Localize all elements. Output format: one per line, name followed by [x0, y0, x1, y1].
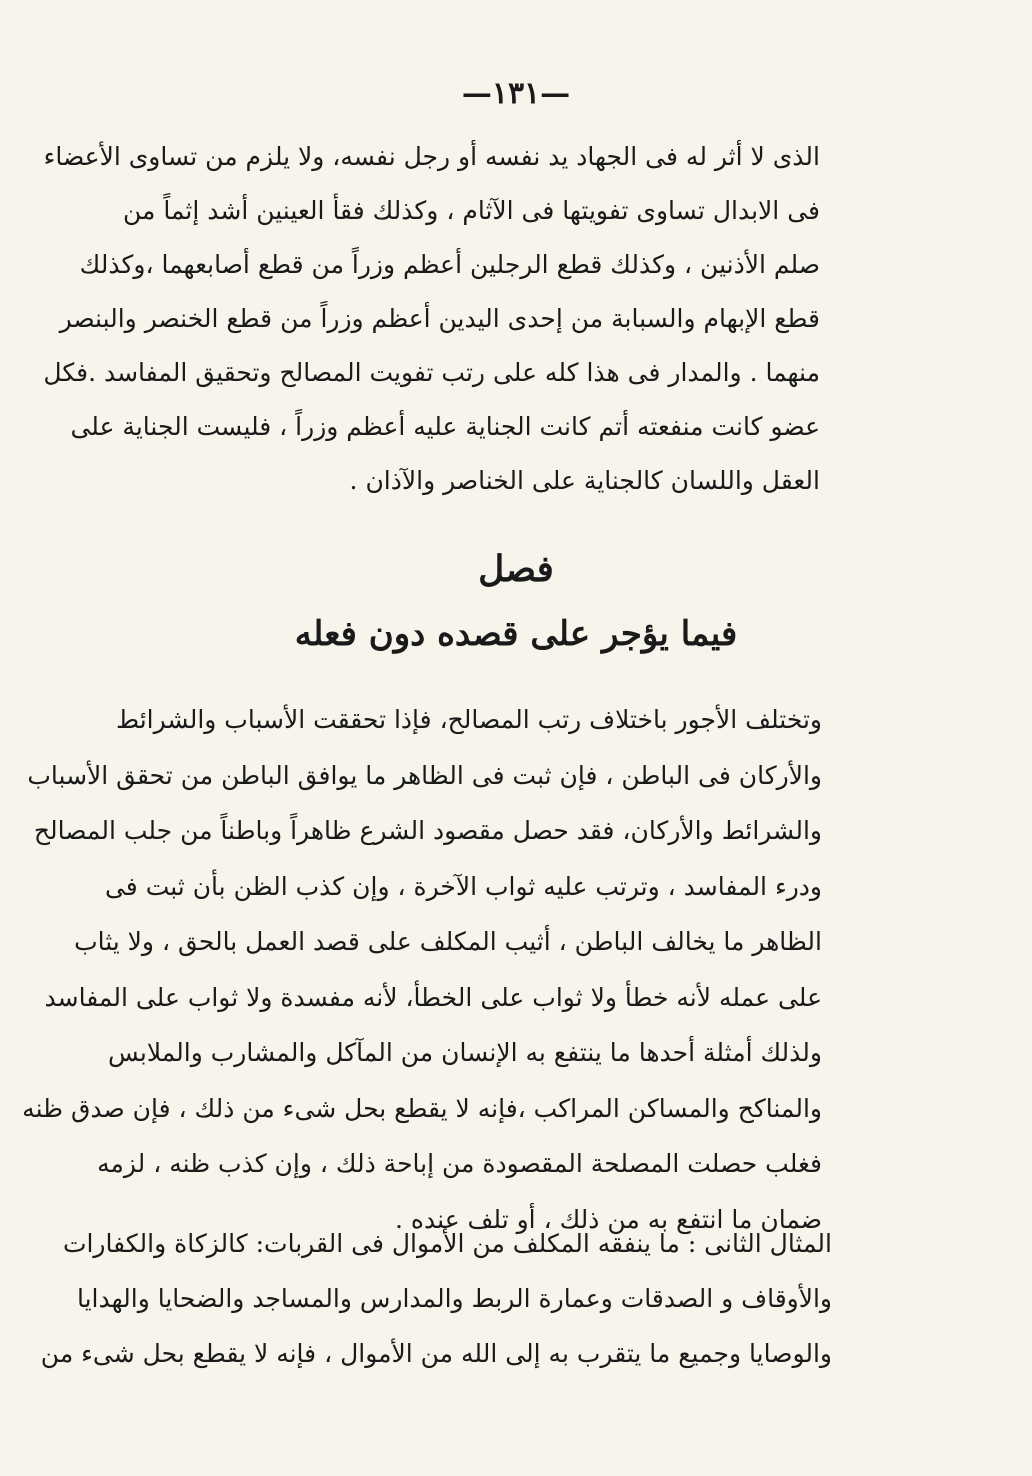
- text-line: ولذلك أمثلة أحدها ما ينتفع به الإنسان من المآكل والمشارب والملابس: [107, 1038, 822, 1067]
- text-line: والأوقاف و الصدقات وعمارة الربط والمدارس والمساجد والضحايا والهدايا: [76, 1284, 832, 1313]
- text-line: الظاهر ما يخالف الباطن ، أثيب المكلف على قصد العمل بالحق ، ولا يثاب: [74, 927, 822, 956]
- text-line: قطع الإبهام والسبابة من إحدى اليدين أعظم وزراً من قطع الخنصر والبنصر: [59, 304, 820, 333]
- text-line: والأركان فى الباطن ، فإن ثبت فى الظاهر ما يوافق الباطن من تحقق الأسباب: [27, 760, 822, 790]
- paragraph-2: [22, 692, 822, 1247]
- text-line: منهما . والمدار فى هذا كله على رتب تفويت المصالح وتحقيق المفاسد .فكل: [43, 358, 820, 387]
- text-line: فغلب حصلت المصلحة المقصودة من إباحة ذلك ، وإن كذب ظنه ، لزمه: [97, 1149, 822, 1178]
- text-line: صلم الأذنين ، وكذلك قطع الرجلين أعظم وزراً من قطع أصابعهما ،وكذلك: [79, 250, 820, 279]
- text-line: وتختلف الأجور باختلاف رتب المصالح، فإذا تحققت الأسباب والشرائط: [115, 705, 822, 734]
- page-number: —١٣١—: [461, 76, 571, 111]
- paragraph-1: [43, 130, 820, 508]
- text-line: ودرء المفاسد ، وترتب عليه ثواب الآخرة ، وإن كذب الظن بأن ثبت فى: [104, 871, 822, 901]
- text-line: والمناكح والمساكن المراكب ،فإنه لا يقطع بحل شىء من ذلك ، فإن صدق ظنه: [22, 1093, 822, 1123]
- text-line: العقل واللسان كالجناية على الخناصر والآذان .: [349, 466, 820, 495]
- paragraph-3: [40, 1216, 832, 1381]
- text-line: على عمله لأنه خطأ ولا ثواب على الخطأ، لأنه مفسدة ولا ثواب على المفاسد: [44, 982, 822, 1012]
- text-line: والوصايا وجميع ما يتقرب به إلى الله من الأموال ، فإنه لا يقطع بحل شىء من: [40, 1339, 832, 1368]
- text-line: فى الابدال تساوى تفويتها فى الآثام ، وكذلك فقأ العينين أشد إثماً من: [122, 196, 820, 225]
- text-line: المثال الثانى : ما ينفقه المكلف من الأموال فى القربات: كالزكاة والكفارات: [62, 1229, 832, 1258]
- text-line: الذى لا أثر له فى الجهاد يد نفسه أو رجل نفسه، ولا يلزم من تساوى الأعضاء: [43, 142, 820, 171]
- section-heading: فصل: [478, 548, 554, 590]
- section-subheading: فيما يؤجر على قصده دون فعله: [294, 614, 738, 654]
- text-line: والشرائط والأركان، فقد حصل مقصود الشرع ظاهراً وباطناً من جلب المصالح: [33, 816, 822, 845]
- text-line: ضمان ما انتفع به من ذلك ، أو تلف عنده .: [395, 1204, 822, 1234]
- text-line: عضو كانت منفعته أتم كانت الجناية عليه أعظم وزراً ، فليست الجناية على: [70, 412, 820, 441]
